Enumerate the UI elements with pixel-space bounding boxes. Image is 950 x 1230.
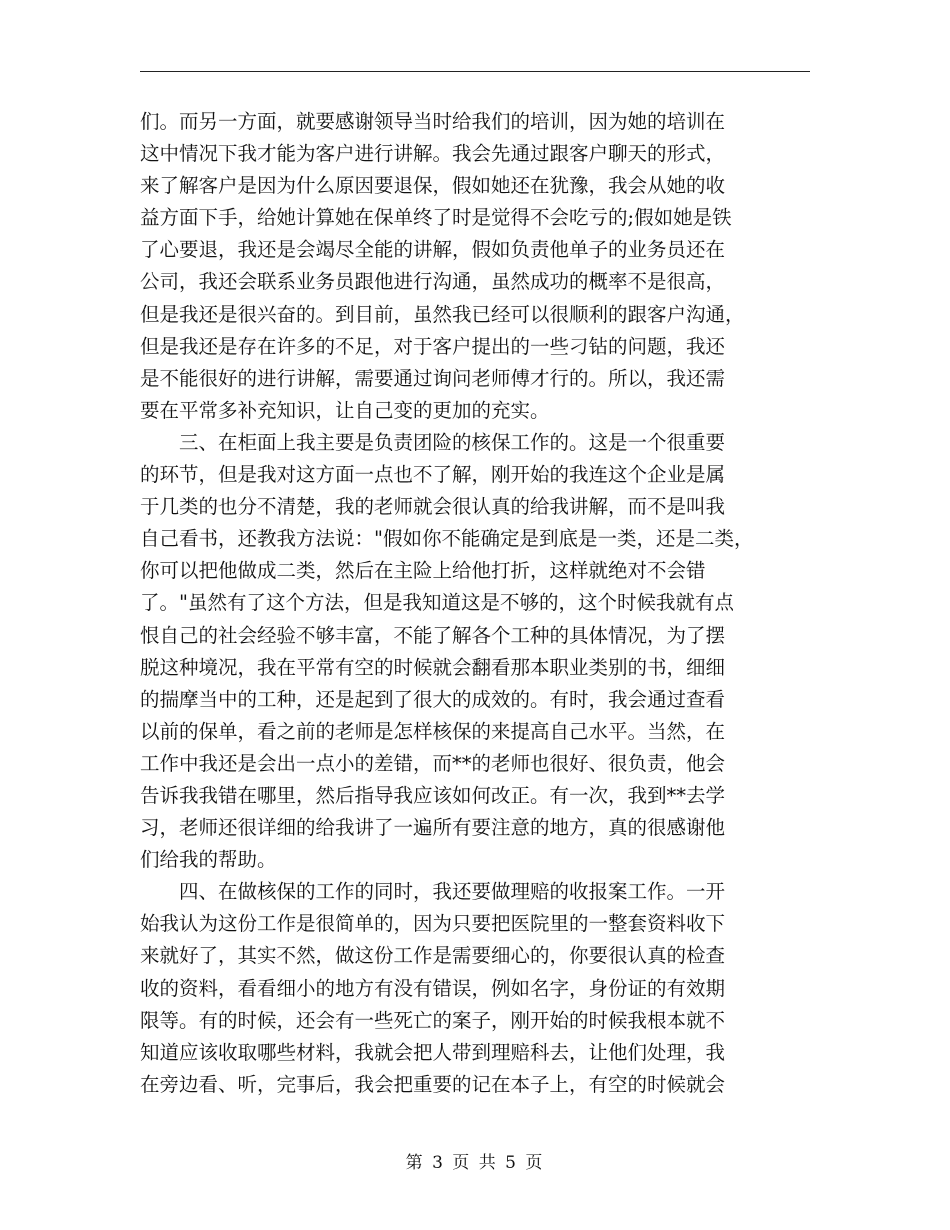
text-line: 这中情况下我才能为客户进行讲解。我会先通过跟客户聊天的形式，: [140, 142, 726, 166]
text-line: 知道应该收取哪些材料，我就会把人带到理赔科去，让他们处理，我: [140, 1040, 726, 1064]
text-line: 但是我还是很兴奋的。到目前，虽然我已经可以很顺利的跟客户沟通，: [140, 302, 745, 326]
text-line: 来了解客户是因为什么原因要退保，假如她还在犹豫，我会从她的收: [140, 174, 726, 198]
text-line: 们给我的帮助。: [140, 848, 277, 872]
page-footer: 第 3 页 共 5 页: [405, 1153, 545, 1173]
body-text: [140, 106, 840, 1101]
text-line: 你可以把他做成二类，然后在主险上给他打折，这样就绝对不会错: [140, 559, 706, 583]
text-line: 收的资料，看看细小的地方有没有错误，例如名字，身份证的有效期: [140, 976, 726, 1000]
text-line: 告诉我我错在哪里，然后指导我应该如何改正。有一次，我到**去学: [140, 783, 726, 807]
text-line: 四、在做核保的工作的同时，我还要做理赔的收报案工作。一开: [140, 880, 726, 904]
text-line: 恨自己的社会经验不够丰富，不能了解各个工种的具体情况，为了摆: [140, 623, 726, 647]
text-line: 是不能很好的进行讲解，需要通过询问老师傅才行的。所以，我还需: [140, 366, 726, 390]
text-line: 以前的保单，看之前的老师是怎样核保的来提高自己水平。当然，在: [140, 719, 726, 743]
text-line: 但是我还是存在许多的不足，对于客户提出的一些刁钻的问题，我还: [140, 334, 726, 358]
text-line: 三、在柜面上我主要是负责团险的核保工作的。这是一个很重要: [140, 430, 726, 454]
header-rule: [140, 71, 810, 72]
text-line: 于几类的也分不清楚，我的老师就会很认真的给我讲解，而不是叫我: [140, 495, 726, 519]
text-line: 公司，我还会联系业务员跟他进行沟通，虽然成功的概率不是很高，: [140, 270, 726, 294]
text-line: 脱这种境况，我在平常有空的时候就会翻看那本职业类别的书，细细: [140, 655, 726, 679]
text-line: 自己看书，还教我方法说："假如你不能确定是到底是一类，还是二类，: [140, 527, 754, 551]
text-line: 了。"虽然有了这个方法，但是我知道这是不够的，这个时候我就有点: [140, 591, 734, 615]
text-line: 了心要退，我还是会竭尽全能的讲解，假如负责他单子的业务员还在: [140, 238, 726, 262]
text-line: 要在平常多补充知识，让自己变的更加的充实。: [140, 398, 550, 422]
text-line: 在旁边看、听，完事后，我会把重要的记在本子上，有空的时候就会: [140, 1072, 726, 1096]
text-line: 们。而另一方面，就要感谢领导当时给我们的培训，因为她的培训在: [140, 110, 726, 133]
text-line: 限等。有的时候，还会有一些死亡的案子，刚开始的时候我根本就不: [140, 1008, 726, 1032]
text-line: 的环节，但是我对这方面一点也不了解，刚开始的我连这个企业是属: [140, 463, 726, 487]
text-line: 的揣摩当中的工种，还是起到了很大的成效的。有时，我会通过查看: [140, 687, 726, 711]
text-line: 来就好了，其实不然，做这份工作是需要细心的，你要很认真的检查: [140, 944, 726, 968]
text-line: 始我认为这份工作是很简单的，因为只要把医院里的一整套资料收下: [140, 912, 726, 936]
text-line: 益方面下手，给她计算她在保单终了时是觉得不会吃亏的;假如她是铁: [140, 206, 732, 230]
text-line: 习，老师还很详细的给我讲了一遍所有要注意的地方，真的很感谢他: [140, 816, 726, 840]
text-line: 工作中我还是会出一点小的差错，而**的老师也很好、很负责，他会: [140, 751, 726, 775]
